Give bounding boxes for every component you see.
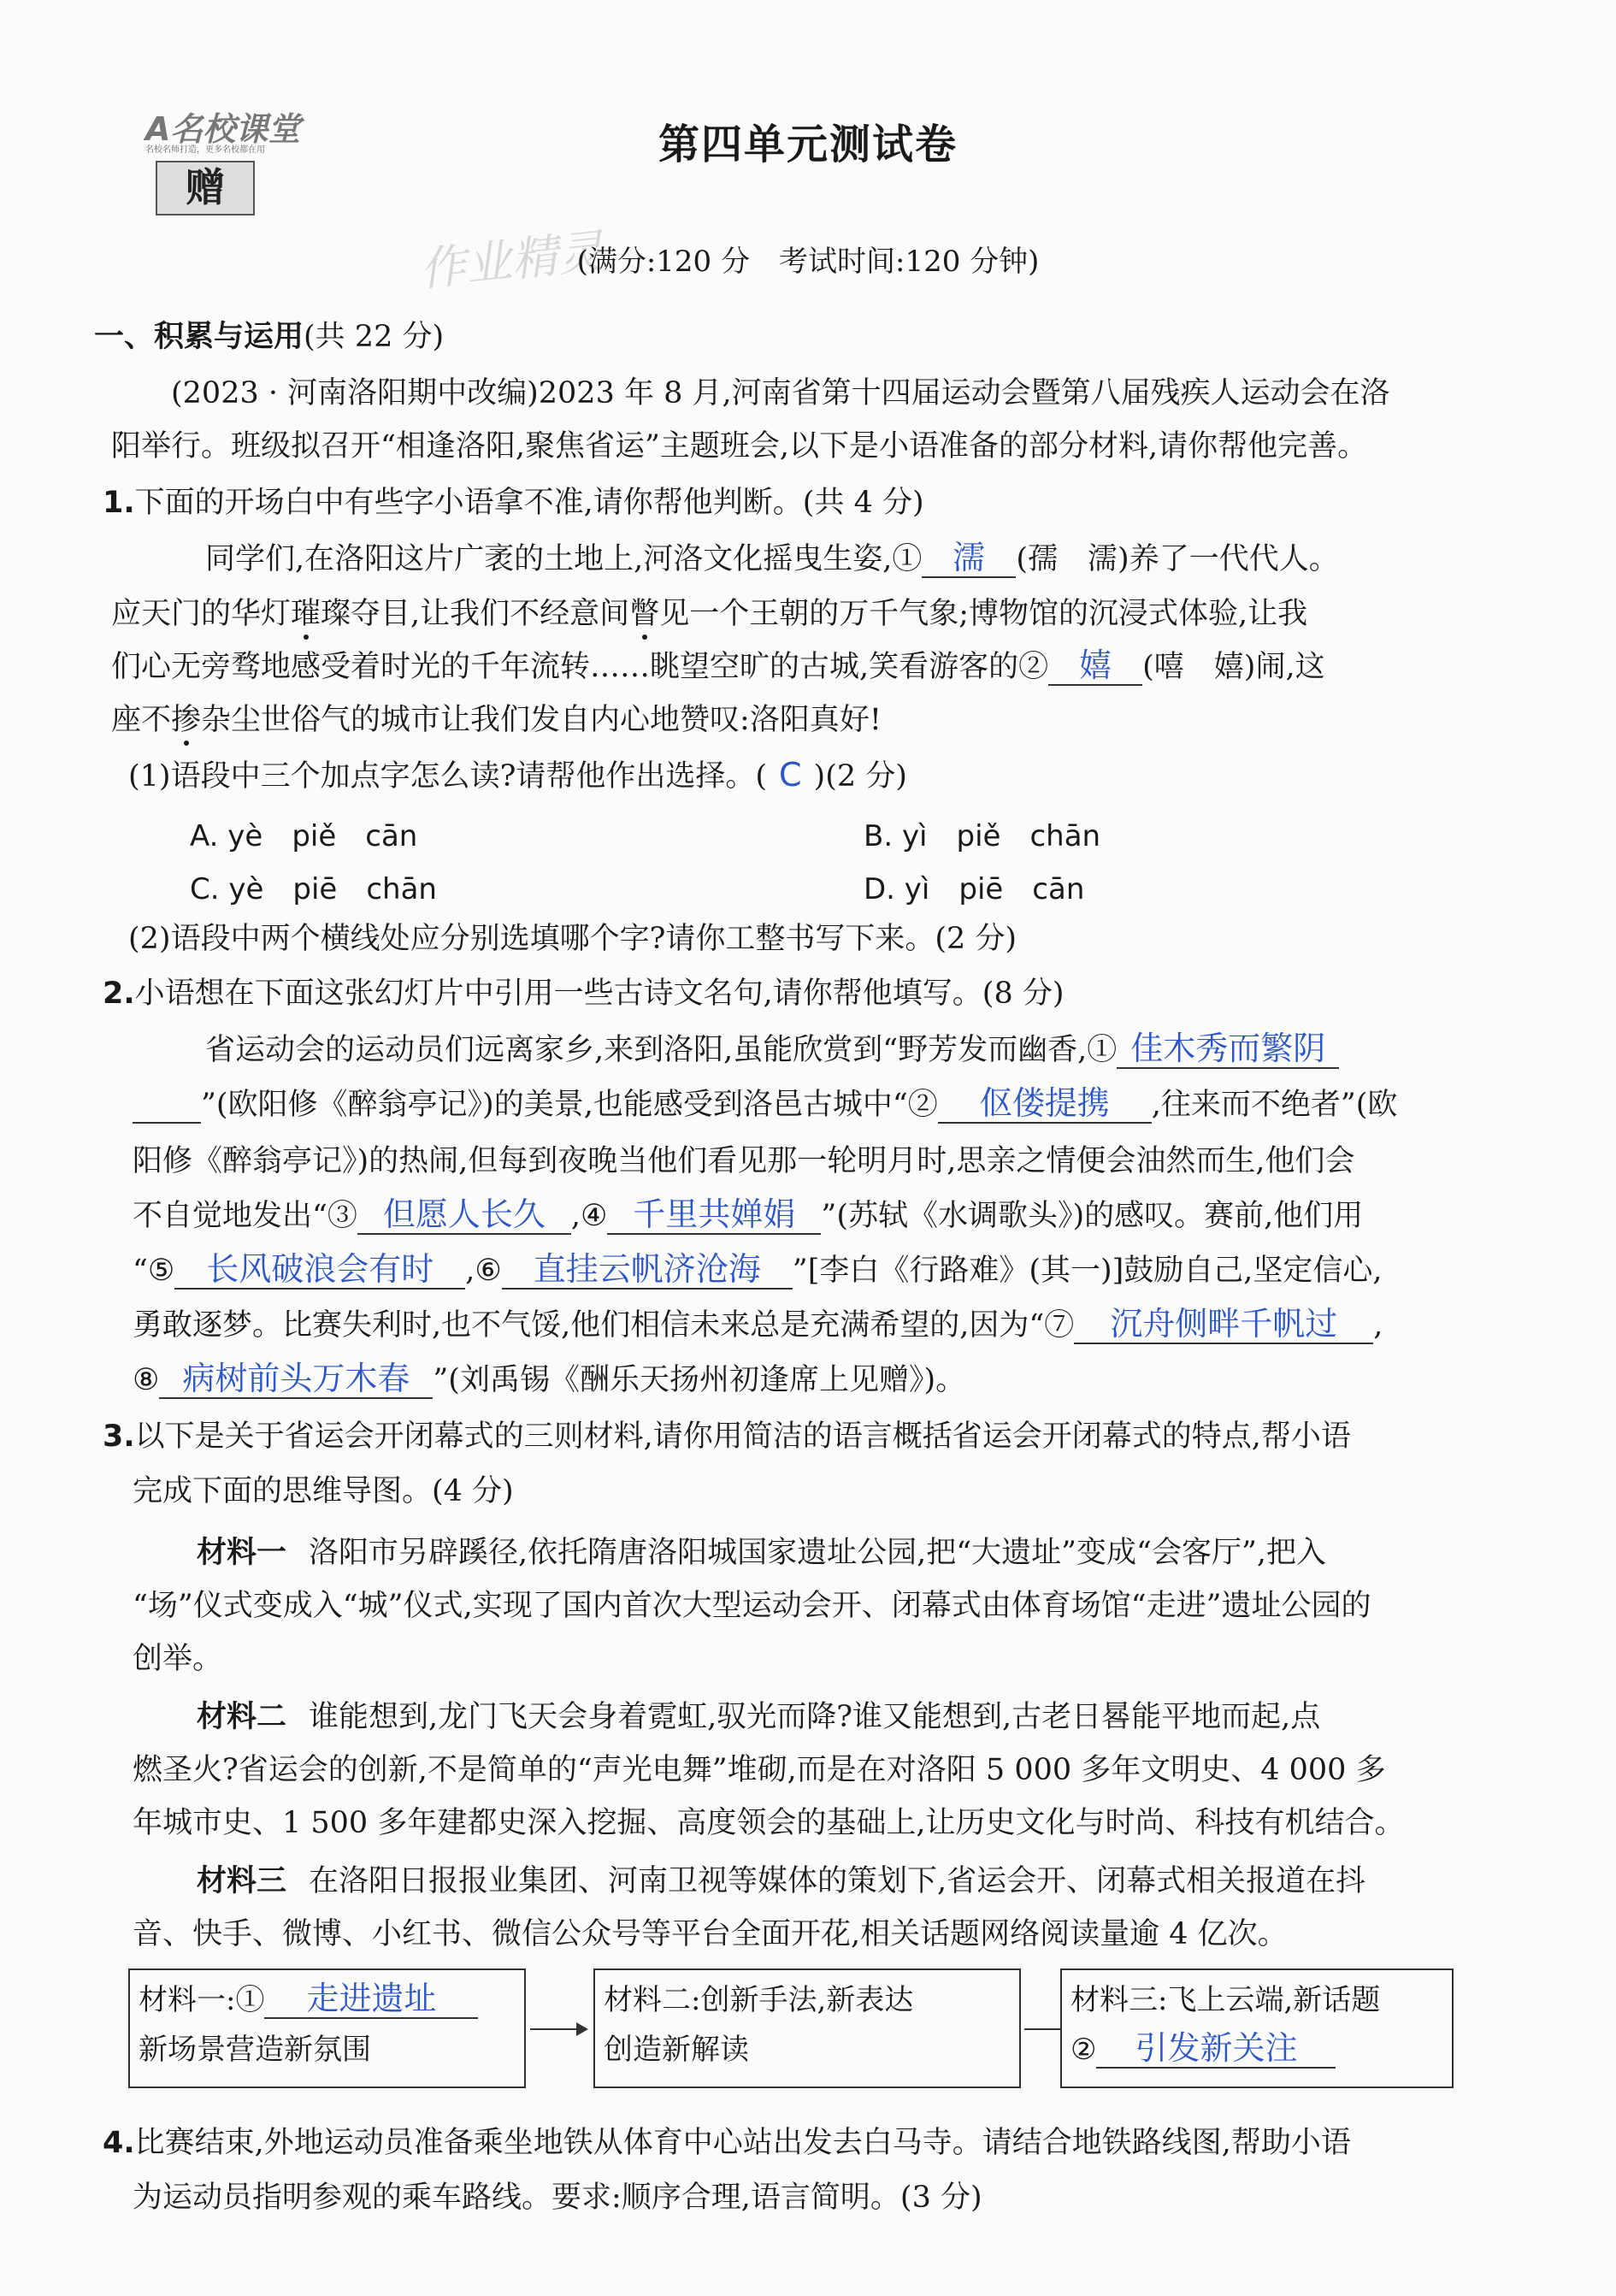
q2-answer-4: 千里共婵娟 <box>633 1195 796 1233</box>
q1-passage-1 <box>205 540 1339 578</box>
mindmap-box-1 <box>128 1968 526 2088</box>
q1-number: 1. <box>103 486 135 520</box>
q2-text: ”(苏轼《水调歌头》)的感叹。赛前,他们用 <box>821 1199 1364 1233</box>
intro-line-1: (2023 · 河南洛阳期中改编)2023 年 8 月,河南省第十四届运动会暨第八届残疾人运动会在洛 <box>171 376 1390 410</box>
q2-text: ”(欧阳修《醉翁亭记》)的美景,也能感受到洛邑古城中“② <box>201 1088 938 1122</box>
q1-stem <box>103 484 924 522</box>
section-score: (共 22 分) <box>304 320 445 354</box>
q1-sub1-text: (1)语段中三个加点字怎么读?请帮他作出选择。( <box>128 759 767 794</box>
q1-sub1-answer: C <box>779 756 802 794</box>
q1-passage-text: 们心无旁骛地感受着时光的千年流转……眺望空旷的古城,笑看游客的② <box>111 650 1049 684</box>
material-3-label: 材料三 <box>197 1864 287 1898</box>
box-1-line-1 <box>139 1975 516 2025</box>
intro-line-2: 阳举行。班级拟召开“相逢洛阳,聚焦省运”主题班会,以下是小语准备的部分材料,请你帮他完善。 <box>111 429 1368 463</box>
q1-blank-2 <box>1048 648 1142 686</box>
q2-blank-4 <box>607 1197 821 1235</box>
gift-badge: 赠 <box>156 161 255 215</box>
material-1-text: 洛阳市另辟蹊径,依托隋唐洛阳城国家遗址公园,把“大遗址”变成“会客厅”,把入 <box>309 1536 1326 1570</box>
q2-text: ⑧ <box>133 1363 160 1397</box>
box-2-line-2: 创造新解读 <box>604 2033 749 2067</box>
watermark: 作业精灵 <box>416 223 607 298</box>
q1-sub2: (2)语段中两个横线处应分别选填哪个字?请你工整书写下来。(2 分) <box>128 922 1017 956</box>
q1-passage-text: (嘻 嬉)闹,这 <box>1142 650 1325 684</box>
q2-stem <box>103 975 1065 1012</box>
material-1-label: 材料一 <box>197 1536 287 1570</box>
q2-blank-6 <box>502 1252 793 1290</box>
q1-passage-text: 璨夺目,让我们不经意间 <box>321 597 630 631</box>
mindmap-box-2 <box>593 1968 1021 2088</box>
q2-number: 2. <box>103 977 135 1011</box>
q2-text: 省运动会的运动员们远离家乡,来到洛阳,虽能欣赏到“野芳发而幽香,① <box>205 1033 1118 1067</box>
q1-answer-1: 濡 <box>952 539 986 576</box>
box-1-blank <box>264 1981 478 2019</box>
q1-passage-3 <box>111 648 1325 686</box>
exam-info: (满分:120 分 考试时间:120 分钟) <box>576 245 1040 279</box>
box-3-line-2 <box>1070 2025 1443 2075</box>
q3-stem-1 <box>103 1418 1351 1455</box>
material-2-line-2: 燃圣火?省运会的创新,不是简单的“声光电舞”堆砌,而是在对洛阳 5 000 多年文明史、4 000 多 <box>133 1753 1386 1787</box>
q2-answer-3: 但愿人长久 <box>382 1195 546 1233</box>
option-d: D. yì piē cān <box>864 872 1085 906</box>
q3-stem-2: 完成下面的思维导图。(4 分) <box>133 1474 514 1508</box>
page-title: 第四单元测试卷 <box>658 121 958 168</box>
q2-blank-2 <box>938 1086 1152 1124</box>
box-1-text: 材料一:① <box>139 1983 265 2017</box>
material-3-line-2: 音、快手、微博、小红书、微信公众号等平台全面开花,相关话题网络阅读量逾 4 亿次。 <box>133 1917 1288 1951</box>
q2-text: “⑤ <box>133 1254 175 1288</box>
q2-line-6 <box>133 1307 1383 1344</box>
q1-stem-text: 下面的开场白中有些字小语拿不准,请你帮他判断。(共 4 分) <box>134 486 924 520</box>
q1-answer-2: 嬉 <box>1079 646 1112 684</box>
q2-blank-3 <box>357 1197 571 1235</box>
dotted-char-cui: 璀 <box>291 597 321 631</box>
q2-line-4 <box>133 1197 1363 1235</box>
mindmap-box-3 <box>1060 1968 1454 2088</box>
q2-blank-8 <box>159 1361 433 1399</box>
q3-stem-text: 以下是关于省运会开闭幕式的三则材料,请你用简洁的语言概括省运会开闭幕式的特点,帮小语 <box>134 1420 1351 1454</box>
q1-sub1 <box>128 756 907 795</box>
q2-text: ,⑥ <box>465 1254 502 1288</box>
box-1-answer: 走进遗址 <box>306 1980 437 2017</box>
q2-text: ,往来而不绝者”(欧 <box>1151 1088 1398 1122</box>
box-1-line-2: 新场景营造新氛围 <box>139 2033 371 2067</box>
q1-passage-text: (孺 濡)养了一代代人。 <box>1016 542 1339 576</box>
dotted-char-pie: 瞥 <box>629 597 660 631</box>
q2-blank-1-cont <box>133 1088 201 1124</box>
q2-blank-1 <box>1117 1031 1339 1069</box>
material-1-line-3: 创举。 <box>133 1642 223 1676</box>
q4-number: 4. <box>103 2126 135 2160</box>
q2-blank-7 <box>1074 1307 1373 1344</box>
logo-main: A名校课堂 <box>145 110 301 148</box>
box-3-answer: 引发新关注 <box>1135 2029 1298 2067</box>
q2-answer-6: 直挂云帆济沧海 <box>533 1250 761 1288</box>
option-a: A. yè piě cān <box>190 819 418 853</box>
q2-text: ”(刘禹锡《酬乐天扬州初逢席上见赠》)。 <box>433 1363 966 1397</box>
q1-passage-text: 应天门的华灯 <box>111 597 292 631</box>
q1-passage-text: 见一个王朝的万千气象;博物馆的沉浸式体验,让我 <box>659 597 1308 631</box>
q2-answer-7: 沉舟侧畔千帆过 <box>1110 1305 1338 1343</box>
q2-line-7 <box>133 1361 965 1399</box>
box-3-blank <box>1096 2031 1336 2069</box>
material-2-line-1 <box>197 1698 1320 1736</box>
section-heading <box>94 318 444 356</box>
q1-passage-text: 杂尘世俗气的城市让我们发自内心地赞叹:洛阳真好! <box>201 703 882 737</box>
box-3-text: ② <box>1070 2033 1097 2067</box>
mindmap-arrow-1 <box>530 2028 587 2030</box>
material-1-line-2: “场”仪式变成入“城”仪式,实现了国内首次大型运动会开、闭幕式由体育场馆“走进”遗址公园的 <box>133 1589 1371 1623</box>
q2-line-5 <box>133 1252 1383 1290</box>
box-3-line-1: 材料三:飞上云端,新话题 <box>1070 1983 1381 2017</box>
q4-stem-text: 比赛结束,外地运动员准备乘坐地铁从体育中心站出发去白马寺。请结合地铁路线图,帮助小语 <box>134 2126 1351 2160</box>
material-2-label: 材料二 <box>197 1700 287 1734</box>
material-2-line-3: 年城市史、1 500 多年建都史深入挖掘、高度领会的基础上,让历史文化与时尚、科技有机结合。 <box>133 1806 1405 1840</box>
option-c: C. yè piē chān <box>190 872 437 906</box>
q2-answer-1: 佳木秀而繁阴 <box>1130 1030 1326 1067</box>
q1-passage-text: 座不 <box>111 703 172 737</box>
q2-line-3: 阳修《醉翁亭记》)的热闹,但每到夜晚当他们看见那一轮明月时,思亲之情便会油然而生,他们会 <box>133 1144 1355 1178</box>
q1-passage-2 <box>111 595 1307 633</box>
q2-answer-8: 病树前头万木春 <box>182 1360 410 1397</box>
q1-passage-4 <box>111 701 882 739</box>
q2-line-1 <box>205 1031 1339 1069</box>
q2-line-2 <box>133 1086 1397 1124</box>
q4-stem-2: 为运动员指明参观的乘车路线。要求:顺序合理,语言简明。(3 分) <box>133 2181 982 2215</box>
q1-sub1-text: )(2 分) <box>813 759 907 794</box>
q2-text: 勇敢逐梦。比赛失利时,也不气馁,他们相信未来总是充满希望的,因为“⑦ <box>133 1308 1075 1343</box>
q3-number: 3. <box>103 1420 135 1454</box>
q2-stem-text: 小语想在下面这张幻灯片中引用一些古诗文名句,请你帮他填写。(8 分) <box>134 977 1065 1011</box>
q2-answer-5: 长风破浪会有时 <box>206 1250 434 1288</box>
material-2-text: 谁能想到,龙门飞天会身着霓虹,驭光而降?谁又能想到,古老日晷能平地而起,点 <box>309 1700 1321 1734</box>
section-title: 一、积累与运用 <box>94 320 304 354</box>
q2-answer-2: 伛偻提携 <box>979 1084 1110 1122</box>
q4-stem-1 <box>103 2124 1351 2162</box>
q1-blank-1 <box>922 540 1016 578</box>
dotted-char-chan: 掺 <box>171 703 202 737</box>
q1-passage-text: 同学们,在洛阳这片广袤的土地上,河洛文化摇曳生姿,① <box>205 542 923 576</box>
q2-text: ,④ <box>570 1199 608 1233</box>
q2-text: 不自觉地发出“③ <box>133 1199 357 1233</box>
material-1-line-1 <box>197 1534 1326 1572</box>
option-b: B. yì piě chān <box>864 819 1101 853</box>
logo-tagline: 名校名师打造，更多名校都在用 <box>145 145 265 155</box>
q2-text: , <box>1373 1308 1383 1343</box>
material-3-text: 在洛阳日报报业集团、河南卫视等媒体的策划下,省运会开、闭幕式相关报道在抖 <box>309 1864 1366 1898</box>
material-3-line-1 <box>197 1862 1365 1900</box>
q2-blank-5 <box>174 1252 465 1290</box>
box-2-line-1: 材料二:创新手法,新表达 <box>604 1983 914 2017</box>
q2-text: ”[李白《行路难》(其一)]鼓励自己,坚定信心, <box>792 1254 1383 1288</box>
